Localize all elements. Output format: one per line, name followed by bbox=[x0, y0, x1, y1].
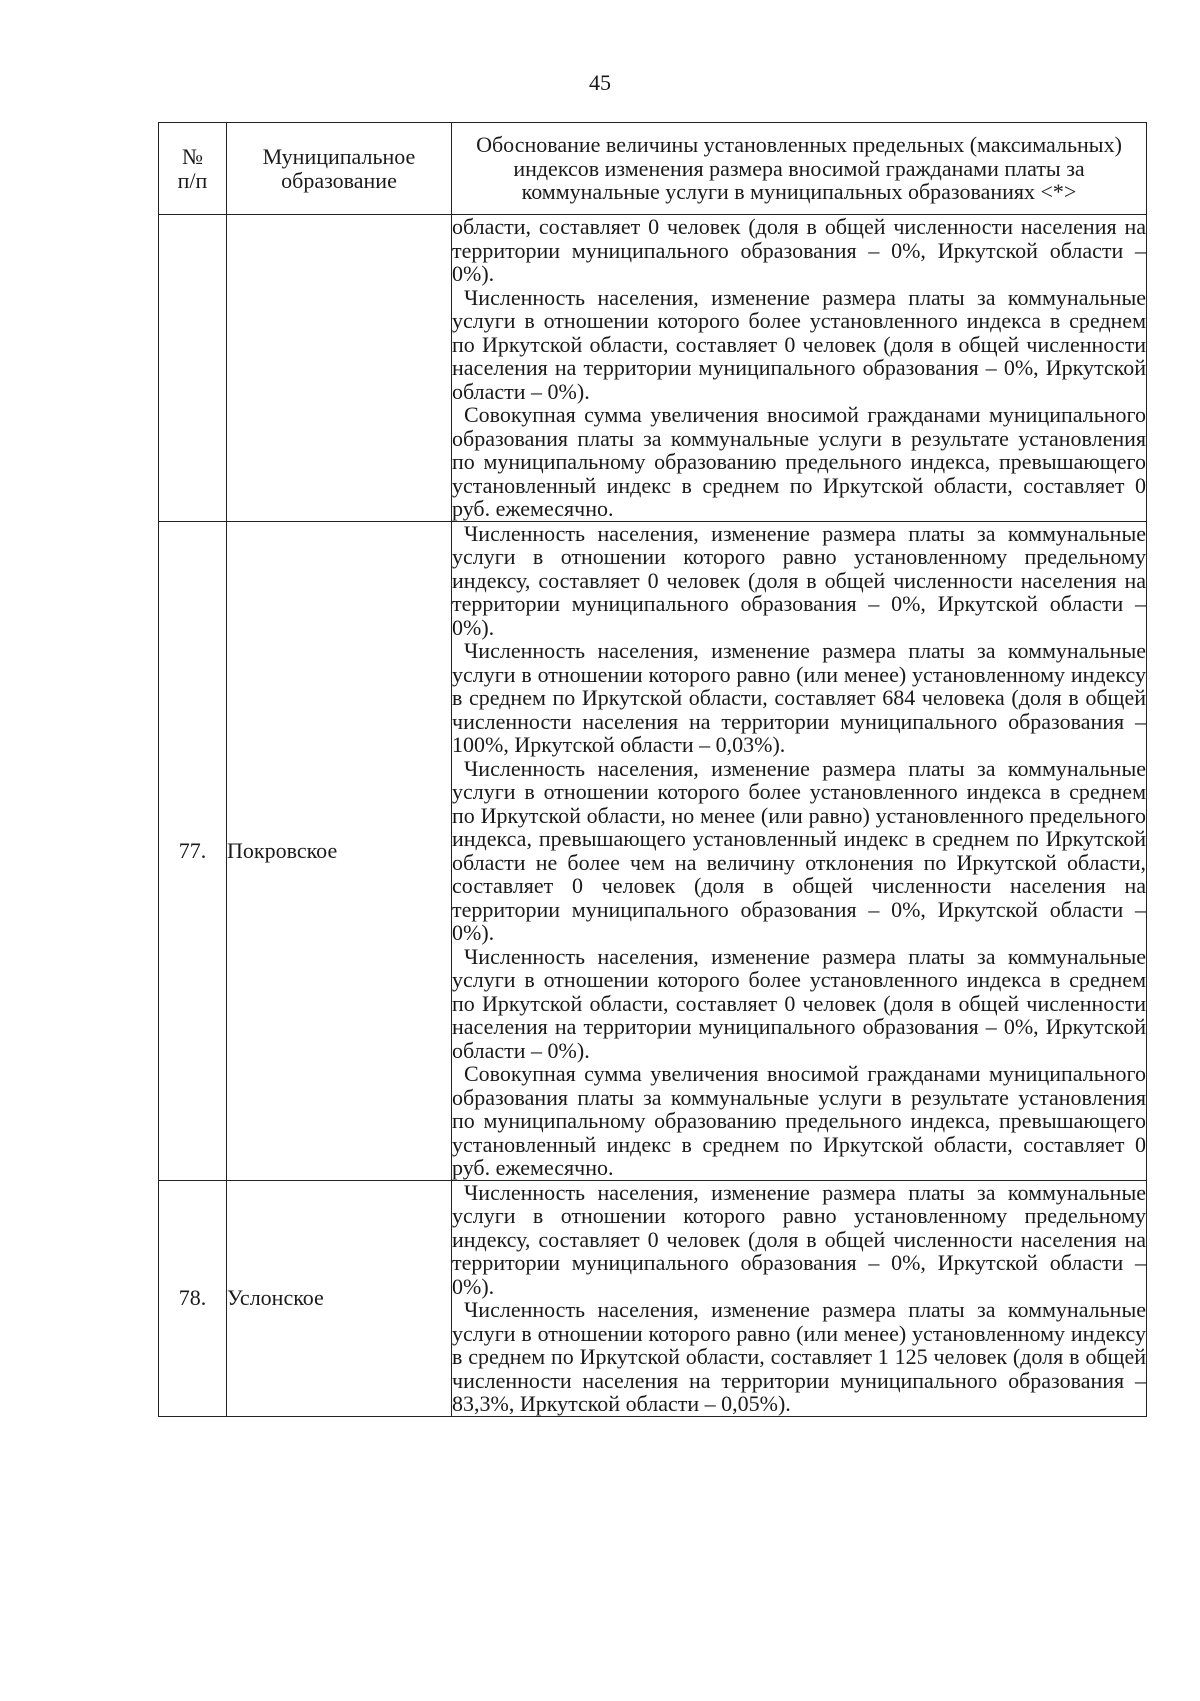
table-row bbox=[159, 1180, 1147, 1416]
page-number: 45 bbox=[589, 70, 611, 95]
paragraph: Численность населения, изменение размера платы за коммунальные услуги в отношении которого равно установленному предельному индексу, составляет 0 человек (доля в общей численности населения на территории муниципального образования – 0%, Иркутской области – 0%). bbox=[452, 520, 1146, 640]
paragraph: Численность населения, изменение размера платы за коммунальные услуги в отношении которого более установленного индекса в среднем по Иркутской области, составляет 0 человек (доля в общей численности населения на территории муниципального образования – 0%, Иркутской области – 0%). bbox=[452, 284, 1146, 404]
paragraph: Численность населения, изменение размера платы за коммунальные услуги в отношении которого равно установленному предельному индексу, составляет 0 человек (доля в общей численности населения на территории муниципального образования – 0%, Иркутской области – 0%). bbox=[452, 1179, 1146, 1299]
paragraph: Численность населения, изменение размера платы за коммунальные услуги в отношении которого более установленного индекса в среднем по Иркутской области, составляет 0 человек (доля в общей численности населения на территории муниципального образования – 0%, Иркутской области – 0%). bbox=[452, 943, 1146, 1063]
paragraph: Численность населения, изменение размера платы за коммунальные услуги в отношении которого равно (или менее) установленному индексу в среднем по Иркутской области, составляет 684 человека (доля в общей численности населения на территории муниципального образования – 100%, Иркутской области – 0,03%). bbox=[452, 638, 1146, 757]
row-number bbox=[159, 215, 227, 522]
row-municipality: Услонское bbox=[227, 1180, 452, 1416]
row-municipality: Покровское bbox=[227, 521, 452, 1180]
row-justification bbox=[452, 521, 1147, 1180]
row-number: 78. bbox=[159, 1180, 227, 1416]
paragraph: Численность населения, изменение размера платы за коммунальные услуги в отношении которого равно (или менее) установленному индексу в среднем по Иркутской области, составляет 1 125 человек (доля в общей численности населения на территории муниципального образования – 83,3%, Иркутской области – 0,05%). bbox=[452, 1297, 1146, 1416]
header-row bbox=[159, 123, 1147, 215]
paragraph: области, составляет 0 человек (доля в общей численности населения на территории муниципального образования – 0%, Иркутской области – 0%). bbox=[452, 214, 1146, 286]
table-row bbox=[159, 215, 1147, 522]
row-justification bbox=[452, 215, 1147, 522]
data-table bbox=[158, 122, 1147, 1417]
row-municipality bbox=[227, 215, 452, 522]
paragraph: Совокупная сумма увеличения вносимой гражданами муниципального образования платы за коммунальные услуги в результате установления по муниципальному образованию предельного индекса, превышающего установленный индекс в среднем по Иркутской области, составляет 0 руб. ежемесячно. bbox=[452, 1061, 1146, 1180]
table-row bbox=[159, 521, 1147, 1180]
row-justification bbox=[452, 1180, 1147, 1416]
row-number: 77. bbox=[159, 521, 227, 1180]
paragraph: Численность населения, изменение размера платы за коммунальные услуги в отношении которого более установленного индекса в среднем по Иркутской области, но менее (или равно) установленного предельного индекса, превышающего установленный индекс в среднем по Иркутской области не более чем на величину отклонения по Иркутской области, составляет 0 человек (доля в общей численности населения на территории муниципального образования – 0%, Иркутской области – 0%). bbox=[452, 755, 1146, 945]
header-justification: Обоснование величины установленных предельных (максимальных) индексов изменения размера вносимой гражданами платы за коммунальные услуги в муниципальных образованиях <*> bbox=[452, 123, 1147, 215]
paragraph: Совокупная сумма увеличения вносимой гражданами муниципального образования платы за коммунальные услуги в результате установления по муниципальному образованию предельного индекса, превышающего установленный индекс в среднем по Иркутской области, составляет 0 руб. ежемесячно. bbox=[452, 402, 1146, 521]
header-number: № п/п bbox=[159, 123, 227, 215]
header-municipality: Муниципальное образование bbox=[227, 123, 452, 215]
